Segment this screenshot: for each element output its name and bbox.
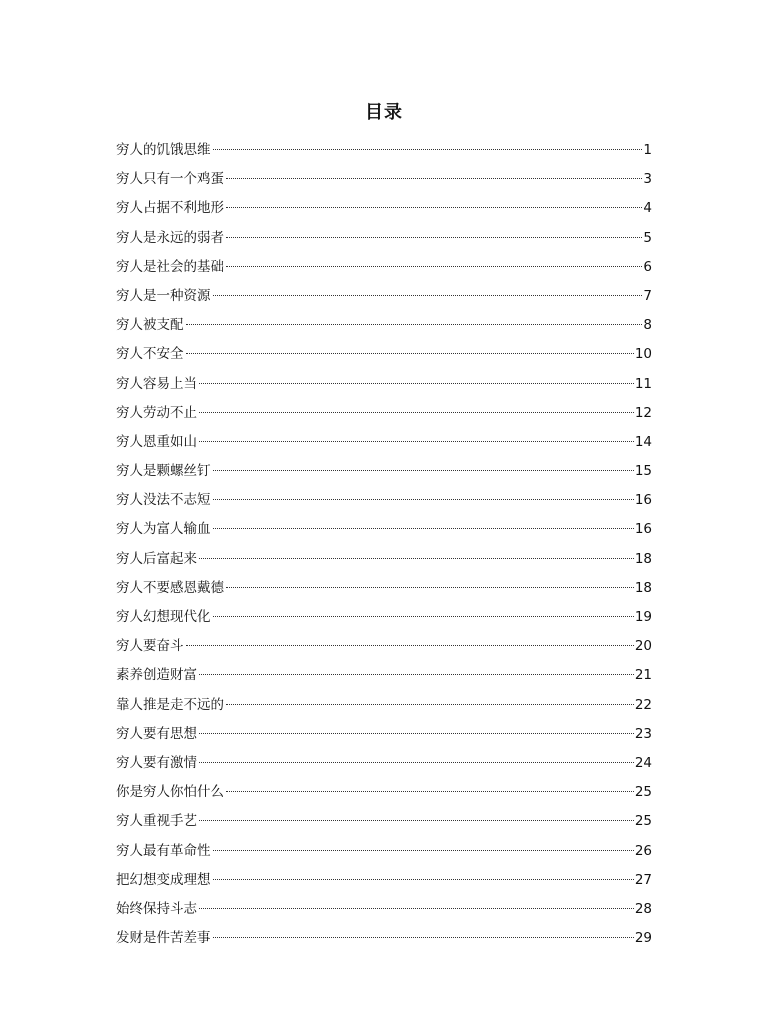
toc-entry[interactable] bbox=[116, 340, 652, 369]
toc-dot-leader bbox=[186, 645, 634, 646]
toc-entry-title: 穷人为富人输血 bbox=[116, 521, 211, 538]
toc-dot-leader bbox=[226, 207, 642, 208]
toc-entry[interactable] bbox=[116, 457, 652, 486]
toc-entry-title: 穷人只有一个鸡蛋 bbox=[116, 171, 224, 188]
toc-dot-leader bbox=[226, 178, 642, 179]
toc-dot-leader bbox=[199, 762, 634, 763]
toc-entry-page-number: 29 bbox=[634, 930, 652, 947]
toc-dot-leader bbox=[213, 850, 634, 851]
toc-entry-title: 穷人恩重如山 bbox=[116, 433, 197, 450]
toc-dot-leader bbox=[199, 412, 634, 413]
toc-dot-leader bbox=[226, 791, 634, 792]
toc-entry-title: 穷人不安全 bbox=[116, 346, 184, 363]
toc-entry-title: 穷人要有激情 bbox=[116, 754, 197, 771]
toc-entry-title: 穷人的饥饿思维 bbox=[116, 142, 211, 158]
toc-entry-title: 始终保持斗志 bbox=[116, 900, 197, 917]
toc-entry-title: 穷人占据不利地形 bbox=[116, 200, 224, 217]
toc-entry-page-number: 28 bbox=[634, 900, 652, 917]
toc-entry-title: 穷人是社会的基础 bbox=[116, 258, 224, 275]
toc-dot-leader bbox=[226, 704, 634, 705]
toc-entry-title: 穷人容易上当 bbox=[116, 375, 197, 392]
toc-entry-page-number: 6 bbox=[643, 258, 652, 275]
toc-entry-page-number: 16 bbox=[634, 492, 652, 509]
toc-dot-leader bbox=[213, 149, 643, 150]
toc-entry[interactable] bbox=[116, 807, 652, 836]
toc-entry-title: 靠人推是走不远的 bbox=[116, 696, 224, 713]
toc-dot-leader bbox=[213, 499, 634, 500]
toc-entry-title: 穷人重视手艺 bbox=[116, 813, 197, 830]
toc-list bbox=[116, 136, 652, 953]
toc-entry-title: 穷人最有革命性 bbox=[116, 842, 211, 859]
toc-entry-title: 穷人被支配 bbox=[116, 317, 184, 334]
toc-entry-page-number: 16 bbox=[634, 521, 652, 538]
toc-entry-title: 穷人不要感恩戴德 bbox=[116, 579, 224, 596]
toc-entry[interactable] bbox=[116, 778, 652, 807]
toc-entry-page-number: 24 bbox=[634, 754, 652, 771]
toc-entry[interactable] bbox=[116, 136, 652, 165]
toc-dot-leader bbox=[213, 295, 643, 296]
toc-entry-page-number: 7 bbox=[643, 287, 652, 304]
toc-dot-leader bbox=[213, 616, 634, 617]
toc-entry[interactable] bbox=[116, 370, 652, 399]
toc-entry[interactable] bbox=[116, 574, 652, 603]
toc-entry[interactable] bbox=[116, 720, 652, 749]
toc-entry[interactable] bbox=[116, 837, 652, 866]
toc-entry-page-number: 3 bbox=[643, 171, 652, 188]
toc-entry[interactable] bbox=[116, 545, 652, 574]
toc-entry[interactable] bbox=[116, 632, 652, 661]
toc-dot-leader bbox=[226, 587, 634, 588]
toc-dot-leader bbox=[199, 733, 634, 734]
toc-dot-leader bbox=[213, 937, 634, 938]
toc-entry[interactable] bbox=[116, 866, 652, 895]
toc-dot-leader bbox=[186, 353, 634, 354]
toc-entry-title: 把幻想变成理想 bbox=[116, 871, 211, 888]
toc-entry-page-number: 15 bbox=[634, 463, 652, 480]
toc-dot-leader bbox=[213, 470, 634, 471]
toc-entry-page-number: 22 bbox=[634, 696, 652, 713]
toc-entry[interactable] bbox=[116, 253, 652, 282]
toc-dot-leader bbox=[226, 237, 642, 238]
toc-dot-leader bbox=[199, 383, 634, 384]
toc-entry[interactable] bbox=[116, 661, 652, 690]
toc-entry-page-number: 18 bbox=[634, 550, 652, 567]
toc-entry-title: 素养创造财富 bbox=[116, 667, 197, 684]
toc-dot-leader bbox=[213, 879, 634, 880]
toc-dot-leader bbox=[199, 820, 634, 821]
toc-entry-page-number: 21 bbox=[634, 667, 652, 684]
toc-entry-page-number: 4 bbox=[643, 200, 652, 217]
toc-entry[interactable] bbox=[116, 749, 652, 778]
toc-entry-page-number: 1 bbox=[643, 142, 652, 158]
toc-entry[interactable] bbox=[116, 194, 652, 223]
toc-entry[interactable] bbox=[116, 895, 652, 924]
toc-entry-page-number: 25 bbox=[634, 784, 652, 801]
toc-entry[interactable] bbox=[116, 311, 652, 340]
toc-entry-page-number: 5 bbox=[643, 229, 652, 246]
toc-entry-title: 穷人没法不志短 bbox=[116, 492, 211, 509]
toc-dot-leader bbox=[199, 558, 634, 559]
toc-entry-page-number: 8 bbox=[643, 317, 652, 334]
toc-entry-title: 穷人是永远的弱者 bbox=[116, 229, 224, 246]
toc-dot-leader bbox=[199, 441, 634, 442]
toc-entry[interactable] bbox=[116, 691, 652, 720]
toc-dot-leader bbox=[226, 266, 642, 267]
toc-entry[interactable] bbox=[116, 282, 652, 311]
toc-entry-title: 穷人是颗螺丝钉 bbox=[116, 463, 211, 480]
toc-entry-page-number: 12 bbox=[634, 404, 652, 421]
toc-entry-title: 穷人是一种资源 bbox=[116, 287, 211, 304]
toc-entry[interactable] bbox=[116, 924, 652, 953]
toc-entry[interactable] bbox=[116, 224, 652, 253]
toc-entry[interactable] bbox=[116, 515, 652, 544]
toc-entry-page-number: 19 bbox=[634, 609, 652, 625]
toc-entry[interactable] bbox=[116, 428, 652, 457]
toc-entry-title: 穷人后富起来 bbox=[116, 550, 197, 567]
toc-entry-page-number: 20 bbox=[634, 638, 652, 655]
toc-entry-page-number: 25 bbox=[634, 813, 652, 830]
toc-entry-page-number: 11 bbox=[634, 375, 652, 392]
toc-entry[interactable] bbox=[116, 165, 652, 194]
toc-dot-leader bbox=[199, 674, 634, 675]
toc-entry-page-number: 23 bbox=[634, 725, 652, 742]
toc-entry-page-number: 27 bbox=[634, 871, 652, 888]
toc-entry[interactable] bbox=[116, 603, 652, 632]
toc-entry-page-number: 14 bbox=[634, 433, 652, 450]
toc-entry-title: 穷人劳动不止 bbox=[116, 404, 197, 421]
toc-entry-title: 你是穷人你怕什么 bbox=[116, 784, 224, 801]
toc-entry-title: 穷人要有思想 bbox=[116, 725, 197, 742]
toc-dot-leader bbox=[199, 908, 634, 909]
toc-entry-title: 穷人要奋斗 bbox=[116, 638, 184, 655]
toc-entry-page-number: 26 bbox=[634, 842, 652, 859]
toc-entry-page-number: 10 bbox=[634, 346, 652, 363]
toc-dot-leader bbox=[186, 324, 643, 325]
toc-entry[interactable] bbox=[116, 486, 652, 515]
toc-dot-leader bbox=[213, 528, 634, 529]
toc-entry[interactable] bbox=[116, 399, 652, 428]
toc-entry-title: 穷人幻想现代化 bbox=[116, 609, 211, 625]
toc-entry-page-number: 18 bbox=[634, 579, 652, 596]
toc-entry-title: 发财是件苦差事 bbox=[116, 930, 211, 947]
toc-title: 目录 bbox=[365, 102, 403, 123]
